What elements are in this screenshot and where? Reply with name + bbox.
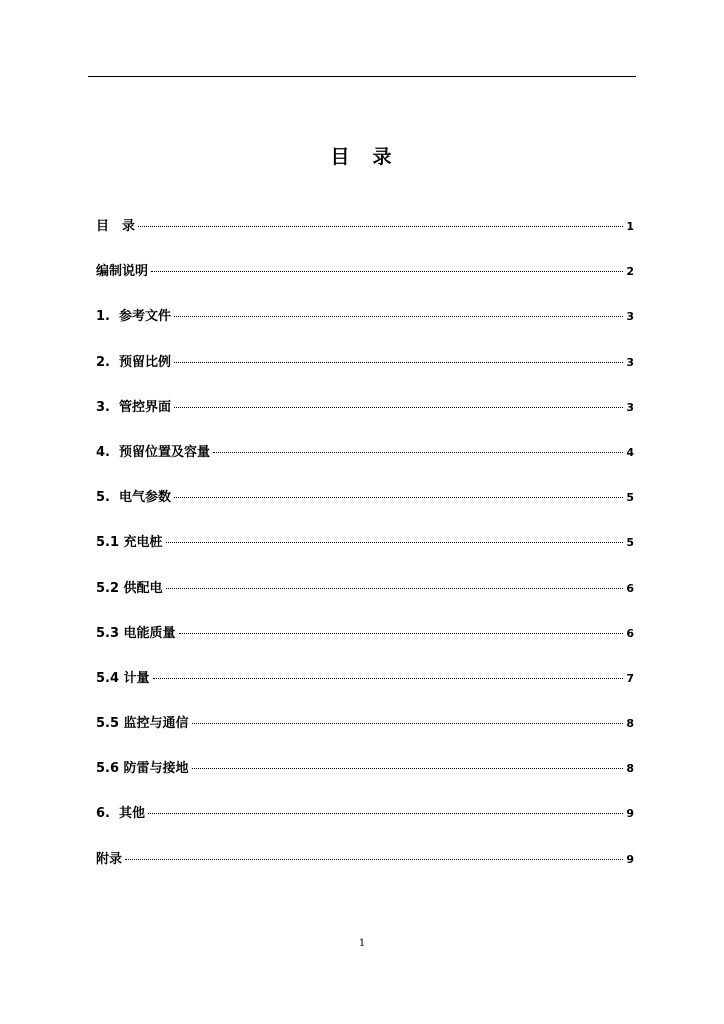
dot-leader bbox=[138, 226, 623, 227]
toc-entry[interactable] bbox=[96, 667, 634, 689]
toc-entry-page: 9 bbox=[626, 852, 634, 866]
toc-entry[interactable] bbox=[96, 260, 634, 282]
dot-leader bbox=[174, 407, 623, 408]
toc-entry-label: 1. 参考文件 bbox=[96, 309, 172, 325]
page-title: 目 录 bbox=[330, 146, 394, 168]
table-of-contents bbox=[96, 215, 634, 893]
toc-entry-page: 8 bbox=[626, 762, 634, 776]
toc-entry-page: 8 bbox=[626, 717, 634, 731]
toc-entry-label: 5. 电气参数 bbox=[96, 490, 172, 506]
toc-entry-label: 编制说明 bbox=[96, 264, 149, 280]
toc-entry-label: 5.6 防雷与接地 bbox=[96, 761, 189, 777]
toc-entry-page: 3 bbox=[626, 400, 634, 414]
toc-entry-page: 7 bbox=[626, 671, 634, 685]
toc-entry-page: 9 bbox=[626, 807, 634, 821]
toc-entry-label: 6. 其他 bbox=[96, 806, 146, 822]
toc-entry-page: 6 bbox=[626, 626, 634, 640]
toc-entry-label: 目 录 bbox=[96, 219, 136, 234]
dot-leader bbox=[166, 588, 624, 589]
toc-entry[interactable] bbox=[96, 848, 634, 870]
dot-leader bbox=[174, 362, 623, 363]
toc-entry-page: 6 bbox=[626, 581, 634, 595]
toc-entry[interactable] bbox=[96, 305, 634, 327]
dot-leader bbox=[179, 633, 624, 634]
toc-entry[interactable] bbox=[96, 351, 634, 373]
toc-entry-label: 4. 预留位置及容量 bbox=[96, 444, 211, 460]
header-rule bbox=[88, 76, 636, 77]
footer-page-number: 1 bbox=[358, 938, 366, 949]
toc-entry-label: 5.1 充电桩 bbox=[96, 535, 163, 551]
dot-leader bbox=[125, 859, 623, 860]
dot-leader bbox=[213, 452, 623, 453]
toc-entry[interactable] bbox=[96, 757, 634, 779]
dot-leader bbox=[166, 542, 624, 543]
toc-entry[interactable] bbox=[96, 531, 634, 553]
dot-leader bbox=[192, 723, 624, 724]
toc-entry-page: 3 bbox=[626, 355, 634, 369]
toc-entry-label: 2. 预留比例 bbox=[96, 354, 172, 370]
toc-entry-page: 5 bbox=[626, 491, 634, 505]
dot-leader bbox=[192, 768, 624, 769]
dot-leader bbox=[174, 497, 623, 498]
toc-entry[interactable] bbox=[96, 622, 634, 644]
toc-entry[interactable] bbox=[96, 215, 634, 237]
toc-entry-label: 5.3 电能质量 bbox=[96, 625, 176, 641]
toc-entry-label: 5.2 供配电 bbox=[96, 580, 163, 596]
toc-entry[interactable] bbox=[96, 802, 634, 824]
toc-entry-label: 3. 管控界面 bbox=[96, 399, 172, 415]
toc-entry-page: 3 bbox=[626, 310, 634, 324]
toc-entry[interactable] bbox=[96, 712, 634, 734]
toc-entry-page: 1 bbox=[626, 220, 634, 233]
toc-entry-label: 附录 bbox=[96, 851, 123, 867]
toc-entry-page: 4 bbox=[626, 445, 634, 459]
toc-entry-label: 5.4 计量 bbox=[96, 670, 150, 686]
toc-entry-page: 2 bbox=[626, 265, 634, 279]
dot-leader bbox=[151, 271, 623, 272]
toc-entry[interactable] bbox=[96, 577, 634, 599]
toc-entry[interactable] bbox=[96, 441, 634, 463]
toc-entry[interactable] bbox=[96, 486, 634, 508]
dot-leader bbox=[148, 813, 623, 814]
dot-leader bbox=[153, 678, 624, 679]
toc-entry[interactable] bbox=[96, 396, 634, 418]
toc-entry-page: 5 bbox=[626, 536, 634, 550]
dot-leader bbox=[174, 316, 623, 317]
toc-entry-label: 5.5 监控与通信 bbox=[96, 716, 189, 732]
